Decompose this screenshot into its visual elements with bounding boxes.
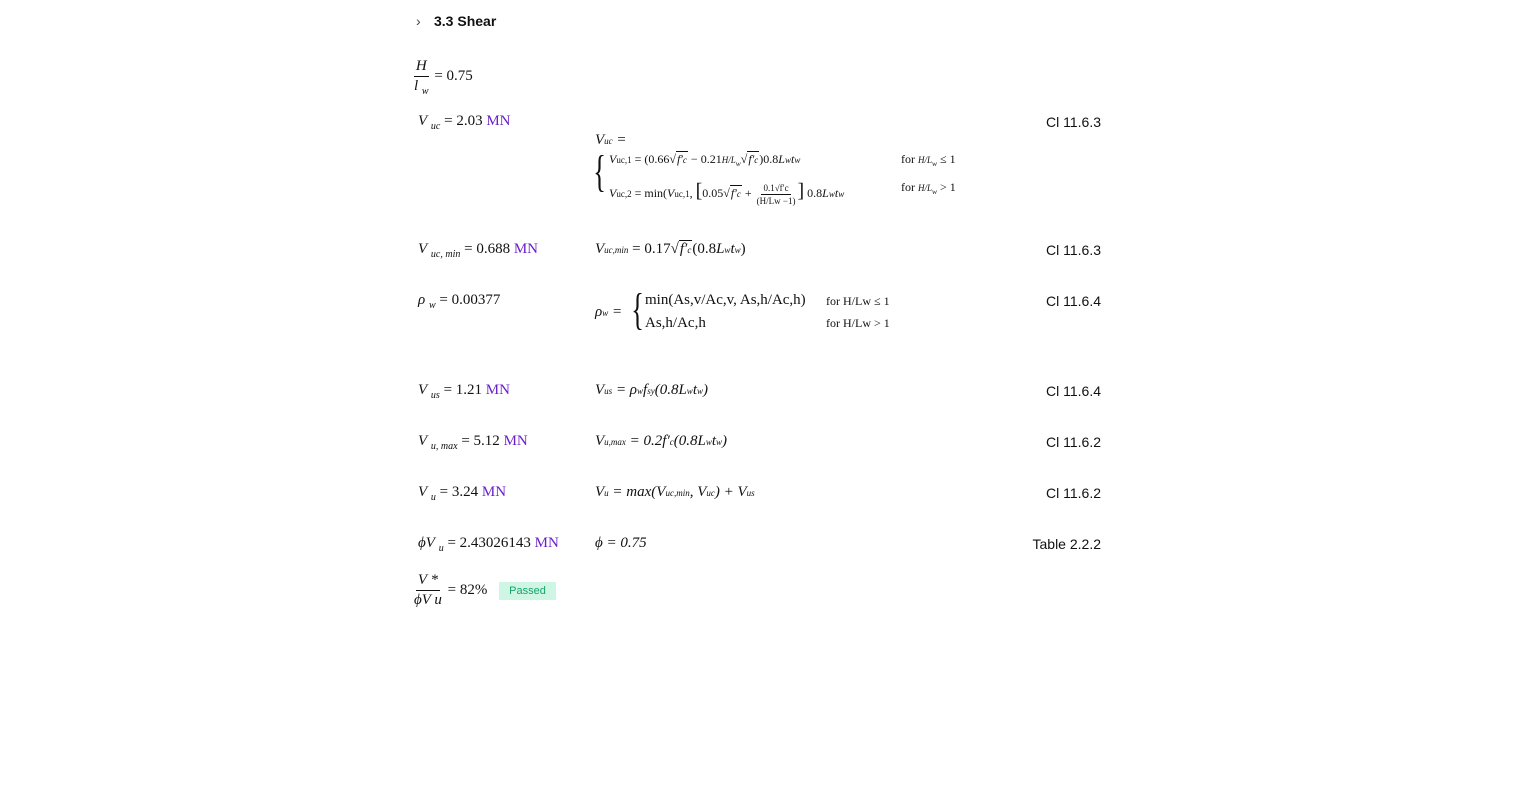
- result-value: = 1.21: [443, 382, 483, 398]
- result-symbol: V: [418, 113, 428, 129]
- clause-ref: Cl 11.6.4: [1046, 383, 1101, 399]
- vuc-case-2: Vuc,2 = min(Vuc,1, [0.05√f′c + $\frac{0.1√f'c}{(H/Lw -1)}$ ] 0.8Lwtw: [609, 180, 845, 206]
- section-header[interactable]: [416, 13, 496, 29]
- chevron-right-icon[interactable]: ›: [416, 13, 421, 29]
- result-unit: MN: [513, 241, 539, 257]
- result-symbol: V: [418, 433, 428, 449]
- rho-case-1: min(As,v/Ac,v, As,h/Ac,h): [645, 292, 806, 308]
- result-value: = 2.43026143: [447, 535, 531, 551]
- result-vu-max: [418, 433, 528, 450]
- result-symbol: ϕV: [418, 535, 435, 551]
- vuc-case-2-condition: for $H/L_w > 1$: [901, 180, 956, 196]
- result-subscript: w: [428, 300, 436, 311]
- result-value: = 3.24: [439, 484, 479, 500]
- result-subscript: uc, min: [430, 249, 461, 260]
- utilisation-numerator: V *: [416, 572, 440, 591]
- utilisation-ratio: [412, 572, 556, 609]
- result-value: = 2.03: [444, 113, 483, 129]
- vuc-case-1-condition: for $H/L_w \le 1$: [901, 152, 956, 168]
- brace-icon: {: [593, 147, 606, 196]
- rho-case-1-condition: for H/Lw ≤ 1: [826, 294, 890, 308]
- vumax-formula: Vu,max = 0.2f′c(0.8Lwtw): [595, 433, 728, 449]
- result-phi-vu: [418, 535, 559, 552]
- clause-ref: Cl 11.6.3: [1046, 114, 1101, 130]
- rho-case-2: As,h/Ac,h: [645, 315, 706, 331]
- vus-formula: Vus = ρwfsy(0.8Lwtw): [595, 382, 708, 398]
- vu-formula: Vu = max(Vuc,min, Vuc) + Vus: [595, 484, 755, 500]
- clause-ref: Cl 11.6.2: [1046, 485, 1101, 501]
- result-subscript: u: [430, 492, 436, 503]
- clause-ref: Cl 11.6.3: [1046, 242, 1101, 258]
- result-unit: MN: [481, 484, 507, 500]
- result-subscript: u, max: [430, 441, 458, 452]
- status-badge: Passed: [499, 582, 556, 600]
- result-subscript: u: [438, 543, 444, 554]
- result-rho-w: [418, 292, 500, 309]
- vuc-piecewise: [595, 148, 975, 210]
- result-unit: MN: [503, 433, 528, 449]
- result-unit: MN: [534, 535, 559, 551]
- height-ratio: [412, 58, 473, 95]
- result-vus: [418, 382, 510, 399]
- clause-ref: Cl 11.6.2: [1046, 434, 1101, 450]
- rho-piecewise: [595, 286, 915, 338]
- utilisation-value: = 82%: [447, 581, 488, 598]
- clause-ref: Cl 11.6.4: [1046, 293, 1101, 309]
- brace-icon: {: [631, 285, 644, 334]
- clause-ref: Table 2.2.2: [1032, 536, 1101, 552]
- result-unit: MN: [485, 382, 510, 398]
- result-unit: MN: [486, 113, 511, 129]
- ratio-denominator: l: [414, 78, 419, 94]
- result-vuc: [418, 113, 511, 130]
- result-subscript: uc: [430, 121, 441, 132]
- vuc-case-1: $Vuc,1 = (0.66√f'c - 0.21H/L_w√f'c)0.8Lwtw$: [609, 152, 801, 168]
- result-value: = 0.688: [464, 241, 511, 257]
- result-vuc-min: [418, 241, 538, 258]
- vuc-formula-head: Vuc =: [595, 132, 627, 148]
- rho-head: ρw =: [595, 304, 623, 320]
- vucmin-formula: Vuc,min = 0.17√f′c(0.8Lwtw): [595, 241, 746, 257]
- phi-formula: ϕ = 0.75: [595, 535, 647, 551]
- rho-case-2-condition: for H/Lw > 1: [826, 316, 890, 330]
- result-value: = 5.12: [461, 433, 500, 449]
- ratio-denominator-sub: w: [421, 86, 429, 97]
- ratio-numerator: H: [414, 58, 429, 77]
- ratio-value: = 0.75: [434, 67, 473, 84]
- result-symbol: V: [418, 241, 428, 257]
- result-symbol: ρ: [418, 292, 426, 308]
- result-subscript: us: [430, 390, 440, 401]
- result-vu: [418, 484, 506, 501]
- utilisation-denominator: ϕV u: [414, 592, 442, 608]
- result-value: = 0.00377: [439, 292, 501, 308]
- section-title: 3.3 Shear: [434, 13, 497, 29]
- result-symbol: V: [418, 382, 428, 398]
- result-symbol: V: [418, 484, 428, 500]
